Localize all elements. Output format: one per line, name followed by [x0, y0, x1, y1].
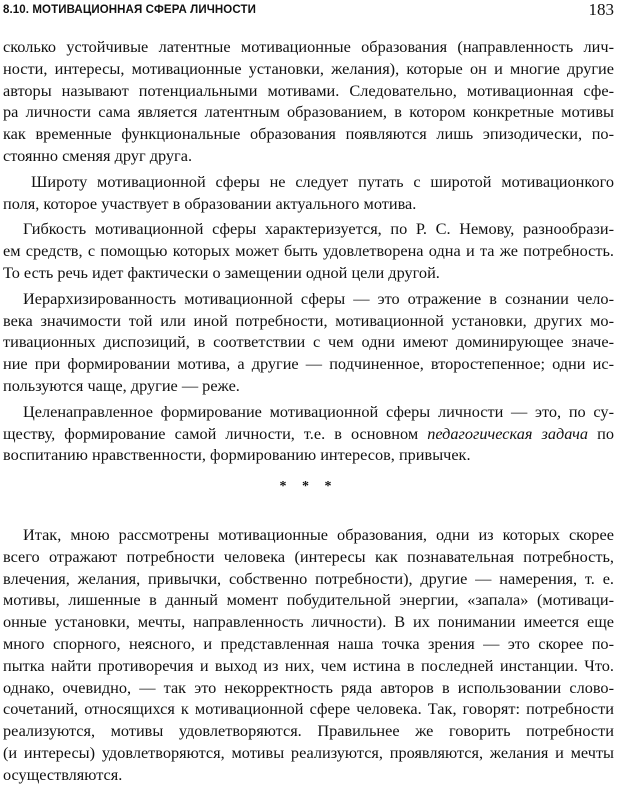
text-line: ние при формировании мотива, а другие — подчиненное, второстепенное; одни ис- [3, 354, 614, 374]
section-separator: * * * [279, 479, 338, 495]
paragraph [3, 288, 614, 397]
text-line: однако, очевидно, — так это некорректность ряда авторов в использовании слово- [3, 677, 614, 697]
text-line: тивационных диспозиций, в соответствии с чем одни имеют доминирующее значе- [3, 332, 614, 352]
text-line: ра личности сама является латентным образованием, в котором конкретные мотивы [3, 102, 614, 122]
text-line: пользуются чаще, другие — реже. [3, 375, 240, 395]
text-line: Гибкость мотивационной сферы характеризуется, по Р. С. Немову, разнообрази- [23, 219, 614, 239]
text-fragment: ществу, формирование самой личности, т.е. в основном [3, 423, 428, 443]
text-line: поля, которое участвует в образовании актуального мотива. [3, 193, 417, 213]
text-line: сочетаний, относящихся к мотивационной сфере человека. Так, говорят: потребности [3, 699, 614, 719]
text-line: То есть речь идет фактически о замещении одной цели другой. [3, 262, 440, 282]
text-line: онные установки, мечты, направленность личности). В их понимании имеется еще [3, 612, 614, 632]
text-line: стоянно сменяя друг друга. [3, 145, 193, 165]
text-line: воспитанию нравственности, формированию интересов, привычек. [3, 445, 471, 465]
text-line: мотивы, лишенные в данный момент побудительной энергии, «запала» (мотиваци- [3, 590, 614, 610]
text-line: Широту мотивационной сферы не следует путать с широтой мотивационкого [31, 171, 614, 191]
text-line: века значимости той или иной потребности, мотивационной установки, других мо- [3, 310, 614, 330]
text-fragment: по [588, 423, 614, 443]
text-line: сколько устойчивые латентные мотивационные образования (направленность лич- [3, 37, 614, 56]
section-title: 8.10. МОТИВАЦИОННАЯ СФЕРА ЛИЧНОСТИ [3, 4, 256, 16]
text-line [3, 423, 614, 445]
paragraph [3, 36, 614, 167]
text-line: влечения, желания, привычки, собственно потребности), другие — намерения, т. е. [3, 568, 614, 588]
text-line: Целенаправленное формирование мотивационной сферы личности — это, по су- [23, 401, 614, 421]
text-line: авторы называют потенциальными мотивами. Следовательно, мотивационная сфе- [3, 80, 614, 100]
paragraph [3, 401, 614, 466]
paragraph [3, 171, 614, 215]
text-line: Иерархизированность мотивационной сферы — это отражение в сознании чело- [23, 288, 614, 308]
text-line: ем средств, с помощью которых может быть удовлетворена одна и та же потребность. [3, 241, 614, 261]
italic-term: педагогическая задача [427, 423, 589, 443]
text-line: пытка найти противоречия и выход из них, чем истина в последней инстанции. Что. [3, 655, 614, 675]
text-line: много спорного, неясного, и представленная наша точка зрения — это скорее по- [3, 633, 614, 653]
paragraph [3, 218, 614, 283]
page-body [3, 36, 614, 786]
text-line: как временные функциональные образования появляются лишь эпизодически, по- [3, 124, 614, 144]
page-number: 183 [588, 0, 614, 19]
text-line: всего отражают потребности человека (интересы как познавательная потребность, [3, 546, 614, 566]
text-line: ности, интересы, мотивационные установки, желания), которые он и многие другие [3, 58, 614, 78]
text-line: (и интересы) удовлетворяются, мотивы реализуются, проявляются, желания и мечты [3, 742, 614, 762]
running-header [3, 0, 614, 22]
text-line: Итак, мною рассмотрены мотивационные образования, одни из которых скорее [23, 524, 614, 544]
text-line: осуществляются. [3, 764, 123, 784]
text-line: реализуются, мотивы удовлетворяются. Правильнее же говорить потребности [3, 721, 614, 741]
conclusion-paragraph [3, 524, 614, 786]
